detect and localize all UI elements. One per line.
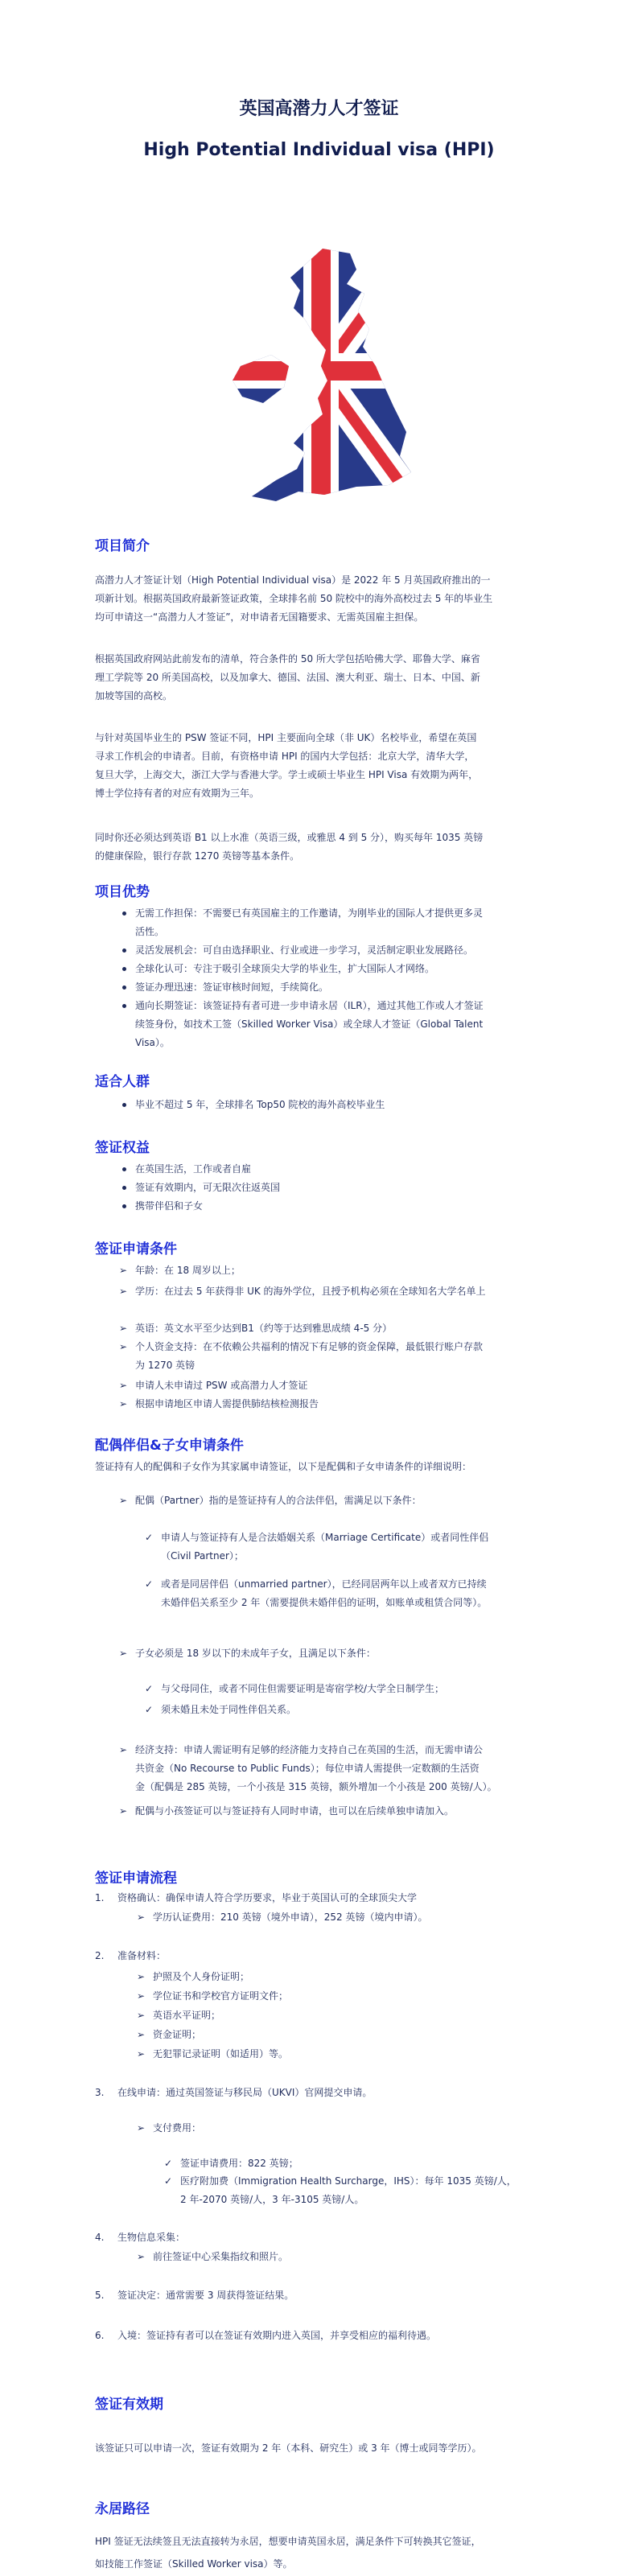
step-number: 5.: [95, 2290, 105, 2301]
list-item: 全球化认可：专注于吸引全球顶尖大学的毕业生，扩大国际人才网络。: [135, 960, 554, 978]
list-item: 无需工作担保：不需要已有英国雇主的工作邀请，为刚毕业的国际人才提供更多灵 活性。: [135, 904, 554, 941]
section-heading-family: 配偶伴侣&子女申请条件: [95, 1438, 244, 1454]
list-item: 签证办理迅速：签证审核时间短，手续简化。: [135, 978, 554, 997]
check-icon: ✓: [145, 1578, 154, 1590]
list-item: ➢ 申请人未申请过 PSW 或高潜力人才签证: [135, 1376, 554, 1395]
section-heading-intro: 项目简介: [95, 538, 150, 554]
step-number: 1.: [95, 1892, 105, 1903]
arrow-bullet-icon: ➢: [119, 1286, 128, 1297]
list-item: ✓ 或者是同居伴侣（unmarried partner），已经同居两年以上或者双方已持续 未婚伴侣关系至少 2 年（需要提供未婚伴侣的证明，如账单或租赁合同等）。: [161, 1575, 554, 1612]
list-item: ✓ 医疗附加费（Immigration Health Surcharge，IHS）：每年 1035 英镑/人， 2 年-2070 英镑/人，3 年-3105 英镑/人。: [180, 2172, 555, 2209]
section-heading-residency: 永居路径: [95, 2501, 150, 2517]
list-item: ➢ 无犯罪记录证明（如适用）等。: [153, 2045, 555, 2064]
arrow-bullet-icon: ➢: [119, 1648, 128, 1659]
arrow-bullet-icon: ➢: [119, 1744, 128, 1755]
list-item: 4. 生物信息采集：: [117, 2228, 552, 2247]
arrow-bullet-icon: ➢: [119, 1341, 128, 1352]
bullet-icon: [122, 1186, 126, 1190]
family-intro: 签证持有人的配偶和子女作为其家属申请签证，以下是配偶和子女申请条件的详细说明：: [95, 1461, 472, 1472]
list-item: ✓ 须未婚且未处于同性伴侣关系。: [161, 1701, 554, 1719]
arrow-bullet-icon: ➢: [119, 1265, 128, 1276]
list-item: ➢ 资金证明；: [153, 2026, 555, 2044]
list-item: ➢ 配偶与小孩签证可以与签证持有人同时申请，也可以在后续单独申请加入。: [135, 1802, 554, 1821]
list-item: ➢ 支付费用：: [153, 2119, 555, 2138]
bullet-icon: [122, 949, 126, 953]
arrow-bullet-icon: ➢: [137, 2010, 146, 2021]
section-heading-validity: 签证有效期: [95, 2397, 163, 2413]
check-icon: ✓: [164, 2175, 173, 2187]
list-item: ➢ 经济支持：申请人需证明有足够的经济能力支持自己在英国的生活，而无需申请公 共资金（No Recourse to Public Funds）；每位申请人需提供一定数额的生活资 金（配偶是 285 英镑，一个小孩是 315 英镑，额外增加一个小孩是 200 英镑/人）。: [135, 1741, 554, 1796]
arrow-bullet-icon: ➢: [137, 2251, 146, 2262]
bullet-icon: [122, 1004, 126, 1008]
check-icon: ✓: [145, 1704, 154, 1715]
list-item: ➢ 英语：英文水平至少达到B1（约等于达到雅思成绩 4-5 分）: [135, 1319, 554, 1338]
list-item: ✓ 申请人与签证持有人是合法婚姻关系（Marriage Certificate）或者同性伴侣 （Civil Partner）；: [161, 1529, 554, 1566]
check-icon: ✓: [145, 1532, 154, 1543]
list-item: ➢ 护照及个人身份证明；: [153, 1968, 555, 1986]
list-item: 签证有效期内，可无限次往返英国: [135, 1179, 554, 1197]
arrow-bullet-icon: ➢: [137, 1990, 146, 2002]
list-item: ➢ 学历认证费用：210 英镑（境外申请），252 英镑（境内申请）。: [153, 1908, 555, 1927]
list-item: ➢ 配偶（Partner）指的是签证持有人的合法伴侣，需满足以下条件：: [135, 1492, 554, 1510]
arrow-bullet-icon: ➢: [119, 1380, 128, 1391]
list-item: ➢ 年龄：在 18 周岁以上；: [135, 1261, 554, 1280]
residency-line-2: 如技能工作签证（Skilled Worker visa）等。: [95, 2558, 293, 2570]
arrow-bullet-icon: ➢: [137, 2122, 146, 2134]
list-item: 6. 入境：签证持有者可以在签证有效期内进入英国，并享受相应的福利待遇。: [117, 2327, 552, 2345]
uk-flag-map-icon: [228, 245, 414, 503]
list-item: ✓ 签证申请费用：822 英镑；: [180, 2154, 555, 2173]
list-item: 在英国生活，工作或者自雇: [135, 1160, 554, 1179]
intro-paragraph-3: 与针对英国毕业生的 PSW 签证不同，HPI 主要面向全球（非 UK）名校毕业，希望在英国 寻求工作机会的申请者。目前，有资格申请 HPI 的国内大学包括：北京大学，清华大学， 复旦大学，上海交大，浙江大学与香港大学。学士或硕士毕业生 HPI Visa 有效期为两年， 博士学位持有者的对应有效期为三年。: [95, 732, 479, 799]
bullet-icon: [122, 986, 126, 990]
list-item: 携带伴侣和子女: [135, 1197, 554, 1216]
check-icon: ✓: [145, 1683, 154, 1694]
bullet-icon: [122, 967, 126, 971]
list-item: 3. 在线申请：通过英国签证与移民局（UKVI）官网提交申请。: [117, 2084, 552, 2102]
list-item: 毕业不超过 5 年，全球排名 Top50 院校的海外高校毕业生: [135, 1096, 554, 1114]
arrow-bullet-icon: ➢: [137, 2029, 146, 2040]
intro-paragraph-2: 根据英国政府网站此前发布的清单，符合条件的 50 所大学包括哈佛大学、耶鲁大学、麻省 理工学院等 20 所美国高校，以及加拿大、德国、法国、澳大利亚、瑞士、日本、中国、新 加坡等国的高校。: [95, 653, 480, 702]
list-item: 灵活发展机会：可自由选择职业、行业或进一步学习，灵活制定职业发展路径。: [135, 941, 554, 960]
arrow-bullet-icon: ➢: [119, 1398, 128, 1409]
validity-text: 该签证只可以申请一次，签证有效期为 2 年（本科、研究生）或 3 年（博士或同等学历）。: [95, 2442, 482, 2454]
section-heading-benefits: 签证权益: [95, 1140, 150, 1156]
bullet-icon: [122, 911, 126, 916]
list-item: 5. 签证决定：通常需要 3 周获得签证结果。: [117, 2286, 552, 2305]
residency-line-1: HPI 签证无法续签且无法直接转为永居，想要申请英国永居，满足条件下可转换其它签证，: [95, 2536, 481, 2547]
list-item: ➢ 学位证书和学校官方证明文件；: [153, 1987, 555, 2006]
list-item: ➢ 学历：在过去 5 年获得非 UK 的海外学位，且授予机构必须在全球知名大学名单上: [135, 1282, 554, 1301]
bullet-icon: [122, 1167, 126, 1171]
arrow-bullet-icon: ➢: [137, 2048, 146, 2060]
list-item: 1. 资格确认：确保申请人符合学历要求，毕业于英国认可的全球顶尖大学: [117, 1889, 552, 1907]
section-heading-advantages: 项目优势: [95, 884, 150, 900]
check-icon: ✓: [164, 2158, 173, 2169]
list-item: 通向长期签证：该签证持有者可进一步申请永居（ILR），通过其他工作或人才签证 续签身份，如技术工签（Skilled Worker Visa）或全球人才签证（Global Talent Visa）。: [135, 997, 554, 1052]
list-item: ➢ 前往签证中心采集指纹和照片。: [153, 2248, 555, 2266]
step-number: 2.: [95, 1950, 105, 1961]
list-item: 2. 准备材料：: [117, 1947, 552, 1965]
step-number: 6.: [95, 2330, 105, 2341]
section-heading-process: 签证申请流程: [95, 1870, 177, 1887]
bullet-icon: [122, 1103, 126, 1107]
intro-paragraph-1: 高潜力人才签证计划（High Potential Individual visa）是 2022 年 5 月英国政府推出的一 项新计划。根据英国政府最新签证政策，全球排名前 50 院校中的海外高校过去 5 年的毕业生 均可申请这一“高潜力人才签证”，对申请者无国籍要求、无需英国雇主担保。: [95, 574, 493, 623]
intro-paragraph-4: 同时你还必须达到英语 B1 以上水准（英语三级，或雅思 4 到 5 分），购买每年 1035 英镑 的健康保险，银行存款 1270 英镑等基本条件。: [95, 832, 484, 862]
page-title-en: High Potential Individual visa (HPI): [143, 140, 495, 160]
list-item: ➢ 子女必须是 18 岁以下的未成年子女，且满足以下条件：: [135, 1644, 554, 1663]
page-title-cn: 英国高潜力人才签证: [239, 99, 399, 119]
step-number: 4.: [95, 2232, 105, 2243]
arrow-bullet-icon: ➢: [137, 1911, 146, 1923]
section-heading-conditions: 签证申请条件: [95, 1241, 177, 1257]
list-item: ✓ 与父母同住，或者不同住但需要证明是寄宿学校/大学全日制学生；: [161, 1680, 554, 1698]
arrow-bullet-icon: ➢: [119, 1323, 128, 1334]
bullet-icon: [122, 1204, 126, 1208]
step-number: 3.: [95, 2087, 105, 2098]
arrow-bullet-icon: ➢: [137, 1971, 146, 1982]
list-item: ➢ 个人资金支持：在不依赖公共福利的情况下有足够的资金保障，最低银行账户存款 为 1270 英镑: [135, 1338, 554, 1375]
arrow-bullet-icon: ➢: [119, 1495, 128, 1506]
section-heading-audience: 适合人群: [95, 1074, 150, 1090]
list-item: ➢ 英语水平证明；: [153, 2006, 555, 2025]
list-item: ➢ 根据申请地区申请人需提供肺结核检测报告: [135, 1395, 554, 1414]
arrow-bullet-icon: ➢: [119, 1805, 128, 1817]
